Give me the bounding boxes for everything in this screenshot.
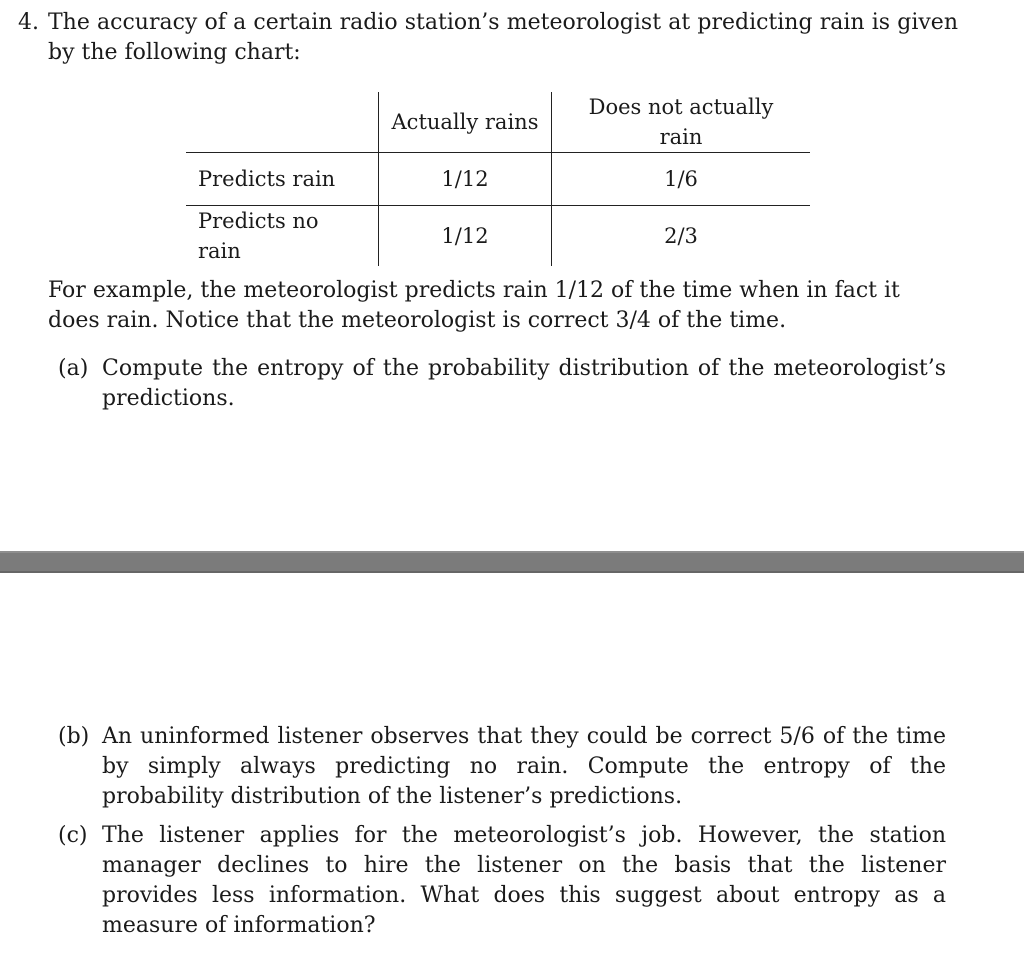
part-a-label: (a) bbox=[58, 356, 89, 381]
part-c-label: (c) bbox=[58, 823, 88, 848]
table-header-row bbox=[186, 92, 810, 153]
cell-predicts-no-rain-no-rain: 2/3 bbox=[552, 206, 811, 267]
header-actually-rains: Actually rains bbox=[379, 92, 552, 153]
table-corner-cell bbox=[186, 92, 379, 153]
accuracy-table bbox=[186, 92, 810, 266]
page-divider bbox=[0, 551, 1024, 573]
problem-intro: The accuracy of a certain radio station’s meteorologist at predicting rain is given by the following chart: bbox=[48, 10, 958, 65]
cell-predicts-rain-actually-rains: 1/12 bbox=[379, 153, 552, 206]
header-does-not-rain: Does not actually rain bbox=[552, 92, 811, 153]
part-a-text: Compute the entropy of the probability distribution of the meteorologist’s predictions. bbox=[102, 356, 946, 411]
cell-predicts-rain-no-rain: 1/6 bbox=[552, 153, 811, 206]
row-label-predicts-no-rain: Predicts no rain bbox=[198, 209, 319, 263]
example-paragraph: For example, the meteorologist predicts rain 1/12 of the time when in fact it does rain. Notice that the meteorologist is correct 3/4 of the time. bbox=[48, 278, 900, 333]
cell-predicts-no-rain-actually-rains: 1/12 bbox=[379, 206, 552, 267]
table-row bbox=[186, 153, 810, 206]
table-row bbox=[186, 206, 810, 267]
row-label-predicts-rain: Predicts rain bbox=[186, 153, 379, 206]
part-b-text: An uninformed listener observes that they could be correct 5/6 of the time by simply always predicting no rain. Compute the entropy of the probability distribution of the listener’s predictions. bbox=[102, 724, 946, 809]
part-c-text: The listener applies for the meteorologist’s job. However, the station manager declines to hire the listener on the basis that the listener provides less information. What does this suggest about entropy as a measure of information? bbox=[102, 823, 946, 938]
problem-number: 4. bbox=[18, 10, 39, 35]
accuracy-table-container bbox=[186, 92, 810, 266]
part-b-label: (b) bbox=[58, 724, 90, 749]
